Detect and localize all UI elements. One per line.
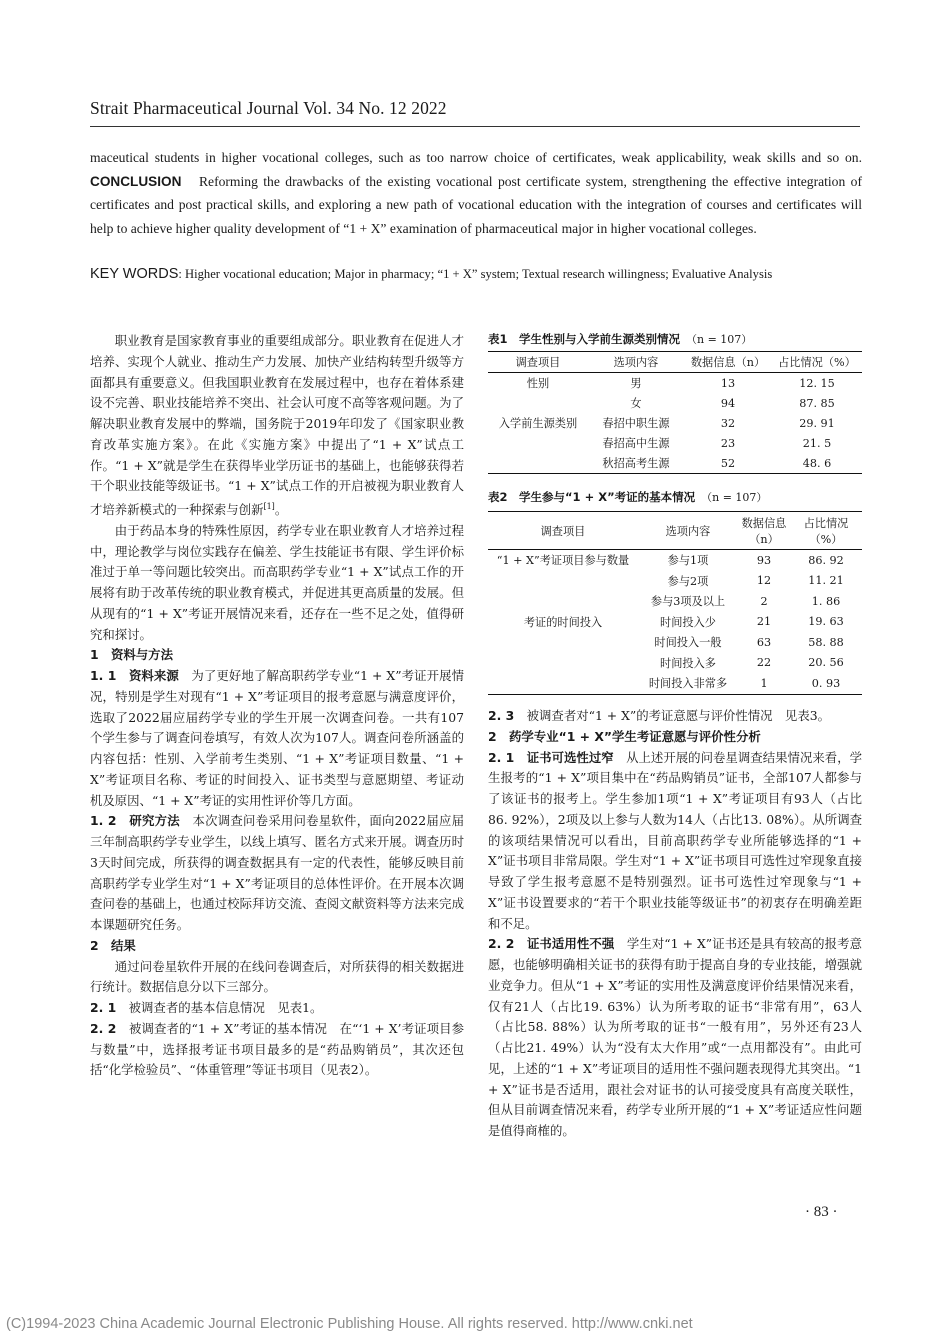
table1-header-row: 调查项目 选项内容 数据信息（n） 占比情况（%） [488, 352, 862, 373]
abstract-text-before: maceutical students in higher vocational colleges, such as too narrow choice of certificates, weak applicability, weak skills and so on. [90, 150, 862, 165]
right-column [488, 706, 862, 1142]
table-row: 性别 男 13 12. 15 [526, 376, 835, 390]
header-rule [90, 126, 860, 127]
table-row: “1 + X”考证项目参与数量 参与1项 93 86. 92 [496, 553, 844, 568]
page-number: · 83 · [805, 1204, 838, 1220]
subsection-willingness: 2. 3 被调查者对“1 + X”的考证意愿与评价性情况 见表3。 [488, 708, 830, 723]
copyright-footer: (C)1994-2023 China Academic Journal Electronic Publishing House. All rights reserved. http://www.cnki.net [6, 1316, 693, 1332]
subsection-weak-applicability: 2. 2 证书适用性不强 学生对“1 + X”证书还是具有较高的报考意愿，也能够明确相关证书的获得有助于提高自身的专业技能，增强就业竞争力。但从“1 + X”考证的实用性及满意度评价结果情况来看，仅有21人（占比19. 63%）认为所考取的证书“非常有用”，63人（占比58. 88%）认为所考取的证书“一般有用”，另外还有23人（占比21. 49%）认为“没有太大作用”或“一点用都没有”。由此可见，上述的“1 + X”考证项目的适用性不强问题表现得尤其突出。“1 + X”证书是否适用，跟社会对证书的认可接受度具有高度关联性，但从目前调查情况来看，药学专业所开展的“1 + X”考证适应性问题是值得商榷的。 [488, 936, 862, 1138]
subsection-data-source: 1. 1 资料来源 为了更好地了解高职药学专业“1 + X”考证开展情况，特别是学生对现有“1 + X”考证项目的报考意愿与满意度评价，选取了2022届应届药学专业的学生开展一次调查问卷。一共有107个学生参与了调查问卷填写，有效人次为107人。调查问卷所涵盖的内容包括：性别、入学前考生类别、“1 + X”考证项目数量、“1 + X”考证项目名称、考证的时间投入、证书类型与意愿期望、考证动机及原因、“1 + X”考证的实用性评价等几方面。 [90, 668, 464, 808]
table2-header-row: 调查项目 选项内容 数据信息（n） 占比情况（%） [488, 512, 862, 550]
table-row: 参与2项 12 11. 21 [667, 574, 844, 588]
table2-caption: 表2 学生参与“1 + X”考证的基本情况 （n = 107） [488, 490, 768, 504]
table-row: 时间投入非常多 1 0. 93 [488, 673, 862, 694]
subsection-narrow-choice: 2. 1 证书可选性过窄 从上述开展的问卷星调查结果情况来看，学生报考的“1 + X”项目集中在“药品购销员”证书，全部107人都参与了该证书的报考上。学生参加1项“1 + X”考证项目有93人（占比86. 92%），2项及以上参与人数为14人（占比13. 08%）。从所调查的该项结果情况可以看出，目前高职药学专业所能够选择的“1 + X”证书项目非常局限。学生对“1 + X”证书项目可选性过窄现象直接导致了学生报考意愿不是特别强烈。证书可选性过窄现象与“1 + X”证书设置要求的“若干个职业技能等级证书”的初衷存在明确差距和不足。 [488, 749, 863, 931]
abstract-continuation [90, 146, 862, 240]
table1 [488, 351, 862, 474]
abstract-text-after: Reforming the drawbacks of the existing vocational post certificate system, strengthening the effective integration of certificates and post practical skills, and exploring a new path of vocational education with the integration of courses and certificates will help to achieve higher quality development of “1 + X” examination of pharmaceutical major in higher vocational colleges. [90, 173, 862, 236]
table-row: 参与3项及以上 2 1. 86 [650, 594, 841, 609]
table-row: 考证的时间投入 时间投入少 21 19. 63 [523, 615, 844, 629]
subsection-research-method: 1. 2 研究方法 本次调查问卷采用问卷星软件，面向2022届应届三年制高职药学专业学生，以线上填写、匿名方式来开展。调查历时3天时间完成，所获得的调查数据具有一定的代表性，能够反映目前高职药学专业学生对“1 + X”考证项目的总体性评价。在开展本次调查问卷的基础上，也通过校际拜访交流、查阅文献资料等方法来完成本课题研究任务。 [90, 813, 464, 933]
section-heading-analysis: 2 药学专业“1 + X”学生考证意愿与评价性分析 [488, 728, 761, 744]
left-column [90, 331, 464, 1081]
keywords [90, 266, 870, 282]
citation-ref: [1] [263, 502, 275, 511]
table-row: 女 94 87. 85 [630, 396, 835, 410]
section-heading-results: 2 结果 [90, 937, 136, 953]
journal-header: Strait Pharmaceutical Journal Vol. 34 No. 12 2022 [90, 98, 447, 118]
section-heading-methods: 1 资料与方法 [90, 647, 173, 663]
paragraph-intro: 职业教育是国家教育事业的重要组成部分。职业教育在促进人才培养、实现个人就业、推动生产力发展、加快产业结构转型升级等方面都具有重要意义。但我国职业教育在发展过程中，也存在着体系建设不完善、职业技能培养不突出、社会认可度不高等客观问题。为了解决职业教育发展中的弊端，国务院于2019年印发了《国家职业教育改革实施方案》。在此《实施方案》中提出了“1 + X”试点工作。“1 + X”就是学生在获得毕业学历证书的基础上，也能够获得若干个职业技能等级证书。“1 + X”试点工作的开启被视为职业教育人才培养新模式的一种探索与创新[1]。 [90, 333, 464, 518]
table2 [488, 511, 862, 695]
table-row: 时间投入一般 63 58. 88 [654, 635, 844, 650]
table-row: 春招高中生源 23 21. 5 [602, 436, 832, 450]
table1-caption: 表1 学生性别与入学前生源类别情况 （n = 107） [488, 332, 753, 346]
conclusion-label: CONCLUSION [90, 173, 182, 189]
table-row: 时间投入多 22 20. 56 [660, 656, 844, 670]
keywords-text: : Higher vocational education; Major in pharmacy; “1 + X” system; Textual research willingness; Evaluative Analysis [178, 267, 773, 281]
table1-block [488, 331, 863, 474]
table2-block [488, 489, 863, 695]
subsection-exam-situation: 2. 2 被调查者的“1 + X”考证的基本情况 在“‘1 + X’考证项目参与数量”中，选择报考证书项目最多的是“药品购销员”，其次还包括“化学检验员”、“体重管理”等证书项目（见表2）。 [90, 1020, 465, 1078]
table-row: 秋招高考生源 52 48. 6 [488, 453, 862, 474]
keywords-label: KEY WORDS [90, 266, 179, 282]
paragraph-results-intro: 通过问卷星软件开展的在线问卷调查后，对所获得的相关数据进行统计。数据信息分以下三部分。 [90, 958, 464, 995]
paragraph-background: 由于药品本身的特殊性原因，药学专业在职业教育人才培养过程中，理论教学与岗位实践存在偏差、学生技能证书有限、学生评价标准过于单一等问题比较突出。而高职药学专业“1 + X”试点工作的开展将有助于改革传统的职业教育模式，并促进其更高质量的发展。但从现有的“1 + X”考证开展情况来看，还存在一些不足之处，值得研究和探讨。 [90, 522, 464, 642]
table-row: 入学前生源类别 春招中职生源 32 29. 91 [498, 416, 835, 430]
subsection-basic-info: 2. 1 被调查者的基本信息情况 见表1。 [90, 1000, 323, 1016]
